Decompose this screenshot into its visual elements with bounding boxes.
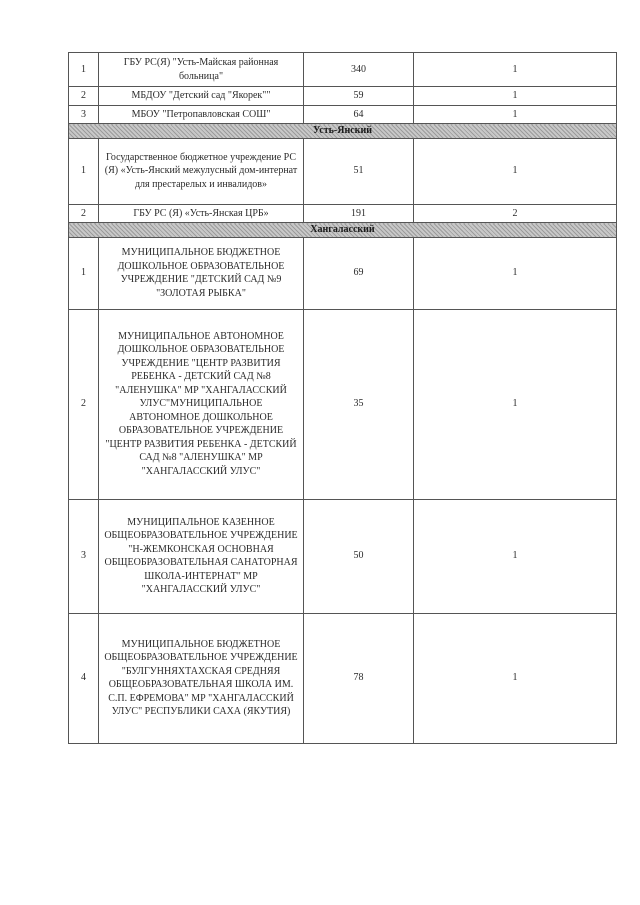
- units-value: 1: [414, 53, 617, 87]
- row-number: 3: [69, 105, 99, 124]
- institution-name: МБОУ "Петропавловская СОШ": [99, 105, 304, 124]
- institution-name: МУНИЦИПАЛЬНОЕ АВТОНОМНОЕ ДОШКОЛЬНОЕ ОБРАЗОВАТЕЛЬНОЕ УЧРЕЖДЕНИЕ "ЦЕНТР РАЗВИТИЯ РЕБЕНКА - ДЕТСКИЙ САД №8 "АЛЕНУШКА" МР "ХАНГАЛАССКИЙ УЛУС"МУНИЦИПАЛЬНОЕ АВТОНОМНОЕ ДОШКОЛЬНОЕ ОБРАЗОВАТЕЛЬНОЕ УЧРЕЖДЕНИЕ "ЦЕНТР РАЗВИТИЯ РЕБЕНКА - ДЕТСКИЙ САД №8 "АЛЕНУШКА" МР "ХАНГАЛАССКИЙ УЛУС": [99, 309, 304, 499]
- table-row: [69, 53, 617, 87]
- table-row: [69, 87, 617, 106]
- row-number: 1: [69, 237, 99, 309]
- table-row: [69, 204, 617, 223]
- count-value: 50: [304, 499, 414, 613]
- institution-name: МБДОУ "Детский сад "Якорек"": [99, 87, 304, 106]
- row-number: 2: [69, 204, 99, 223]
- units-value: 2: [414, 204, 617, 223]
- institution-name: МУНИЦИПАЛЬНОЕ КАЗЕННОЕ ОБЩЕОБРАЗОВАТЕЛЬНОЕ УЧРЕЖДЕНИЕ "Н-ЖЕМКОНСКАЯ ОСНОВНАЯ ОБЩЕОБРАЗОВАТЕЛЬНАЯ САНАТОРНАЯ ШКОЛА-ИНТЕРНАТ" МР "ХАНГАЛАССКИЙ УЛУС": [99, 499, 304, 613]
- section-header-row: [69, 223, 617, 238]
- row-number: 2: [69, 309, 99, 499]
- units-value: 1: [414, 237, 617, 309]
- row-number: 1: [69, 53, 99, 87]
- table-row: [69, 309, 617, 499]
- row-number: 1: [69, 138, 99, 204]
- units-value: 1: [414, 499, 617, 613]
- institution-name: Государственное бюджетное учреждение РС (Я) «Усть-Янский межулусный дом-интернат для престарелых и инвалидов»: [99, 138, 304, 204]
- count-value: 340: [304, 53, 414, 87]
- row-number: 2: [69, 87, 99, 106]
- count-value: 191: [304, 204, 414, 223]
- units-value: 1: [414, 105, 617, 124]
- table-row: [69, 237, 617, 309]
- row-number: 3: [69, 499, 99, 613]
- institutions-table: [68, 52, 617, 744]
- units-value: 1: [414, 309, 617, 499]
- count-value: 69: [304, 237, 414, 309]
- count-value: 59: [304, 87, 414, 106]
- institution-name: МУНИЦИПАЛЬНОЕ БЮДЖЕТНОЕ ОБЩЕОБРАЗОВАТЕЛЬНОЕ УЧРЕЖДЕНИЕ "БУЛГУННЯХТАХСКАЯ СРЕДНЯЯ ОБЩЕОБРАЗОВАТЕЛЬНАЯ ШКОЛА ИМ. С.П. ЕФРЕМОВА" МР "ХАНГАЛАССКИЙ УЛУС" РЕСПУБЛИКИ САХА (ЯКУТИЯ): [99, 613, 304, 743]
- count-value: 78: [304, 613, 414, 743]
- count-value: 64: [304, 105, 414, 124]
- section-title: Усть-Янский: [69, 124, 617, 139]
- institution-name: ГБУ РС (Я) «Усть-Янская ЦРБ»: [99, 204, 304, 223]
- table-row: [69, 105, 617, 124]
- table-row: [69, 613, 617, 743]
- institution-name: МУНИЦИПАЛЬНОЕ БЮДЖЕТНОЕ ДОШКОЛЬНОЕ ОБРАЗОВАТЕЛЬНОЕ УЧРЕЖДЕНИЕ "ДЕТСКИЙ САД №9 "ЗОЛОТАЯ РЫБКА": [99, 237, 304, 309]
- row-number: 4: [69, 613, 99, 743]
- institution-name: ГБУ РС(Я) "Усть-Майская районная больница": [99, 53, 304, 87]
- table-row: [69, 138, 617, 204]
- section-title: Хангаласский: [69, 223, 617, 238]
- count-value: 51: [304, 138, 414, 204]
- section-header-row: [69, 124, 617, 139]
- units-value: 1: [414, 87, 617, 106]
- units-value: 1: [414, 138, 617, 204]
- count-value: 35: [304, 309, 414, 499]
- table-row: [69, 499, 617, 613]
- units-value: 1: [414, 613, 617, 743]
